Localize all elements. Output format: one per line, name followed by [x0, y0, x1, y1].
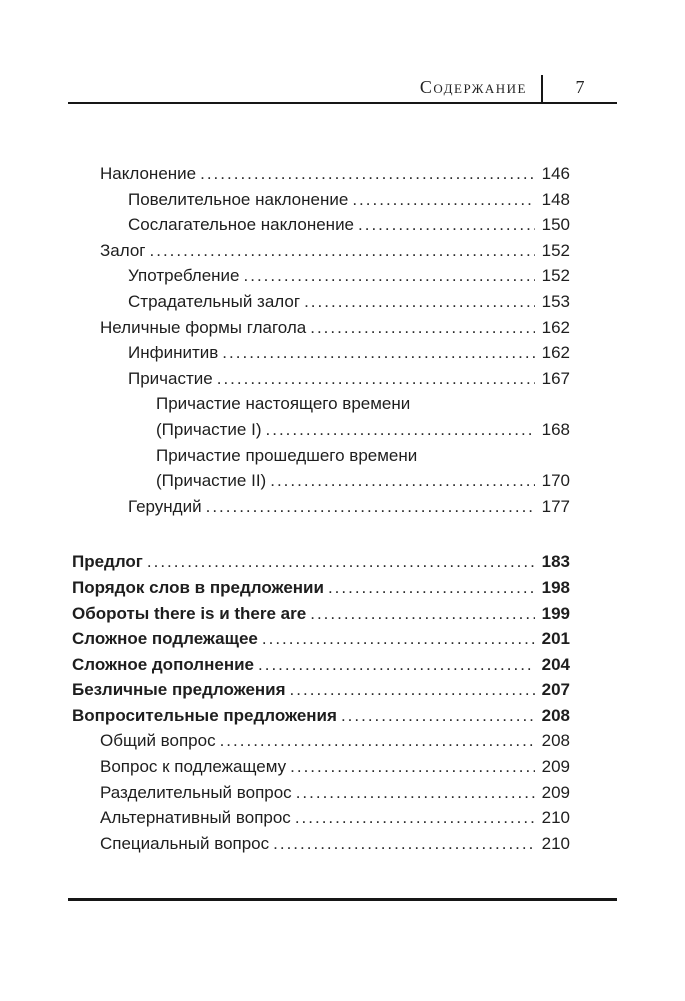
toc-leader-dots: [220, 728, 535, 754]
toc-entry: [72, 494, 570, 520]
toc-entry-label: Инфинитив: [128, 343, 219, 363]
toc-entry: [72, 703, 570, 729]
toc-entry-label: Разделительный вопрос: [100, 782, 292, 802]
toc-entry: [72, 238, 570, 264]
table-of-contents: [72, 161, 570, 856]
toc-entry-page: 162: [541, 317, 570, 337]
header-page-number: 7: [575, 77, 585, 97]
toc-leader-dots: [352, 187, 535, 213]
toc-leader-dots: [150, 238, 536, 264]
toc-leader-dots: [200, 161, 535, 187]
toc-entry: [72, 805, 570, 831]
toc-entry-label: Страдательный залог: [128, 291, 301, 311]
toc-entry-label: Причастие прошедшего времени: [156, 445, 418, 465]
toc-entry-label: Неличные формы глагола: [100, 317, 307, 337]
toc-entry-label: Сложное подлежащее: [72, 629, 258, 649]
toc-entry-page: 209: [541, 757, 570, 777]
toc-entry: [72, 549, 570, 575]
toc-entry-label: Альтернативный вопрос: [100, 808, 291, 828]
toc-entry-page: 204: [541, 654, 570, 674]
toc-entry: [72, 652, 570, 678]
toc-leader-dots: [295, 805, 535, 831]
toc-entry-label: Причастие: [128, 368, 213, 388]
toc-entry-label: Употребление: [128, 266, 240, 286]
toc-entry: [72, 187, 570, 213]
toc-leader-dots: [310, 315, 535, 341]
toc-leader-dots: [341, 703, 535, 729]
toc-entry: [72, 443, 570, 469]
toc-entry-label: Повелительное наклонение: [128, 189, 349, 209]
toc-entry: [72, 601, 570, 627]
toc-leader-dots: [273, 831, 535, 857]
toc-entry-page: 162: [541, 343, 570, 363]
toc-leader-dots: [290, 677, 535, 703]
toc-entry-label: Обороты there is и there are: [72, 603, 307, 623]
toc-entry: [72, 728, 570, 754]
toc-entry: [72, 417, 570, 443]
toc-entry-label: Порядок слов в предложении: [72, 577, 324, 597]
toc-entry-page: 183: [541, 552, 570, 572]
toc-entry-label: Безличные предложения: [72, 680, 286, 700]
toc-leader-dots: [262, 626, 535, 652]
toc-entry-page: 152: [541, 266, 570, 286]
toc-entry-page: 153: [541, 291, 570, 311]
toc-leader-dots: [206, 494, 535, 520]
toc-entry-label: Залог: [100, 240, 146, 260]
toc-leader-dots: [310, 601, 535, 627]
toc-entry-page: 177: [541, 496, 570, 516]
toc-entry: [72, 575, 570, 601]
bottom-rule: [68, 898, 617, 901]
toc-entry-page: 152: [541, 240, 570, 260]
toc-leader-dots: [147, 549, 535, 575]
toc-entry: [72, 831, 570, 857]
toc-leader-dots: [217, 366, 535, 392]
toc-entry-page: 210: [541, 833, 570, 853]
toc-entry-label: Сослагательное наклонение: [128, 215, 355, 235]
toc-entry: [72, 340, 570, 366]
toc-entry: [72, 212, 570, 238]
toc-entry-label: Причастие настоящего времени: [156, 394, 411, 414]
toc-leader-dots: [290, 754, 535, 780]
toc-entry: [72, 161, 570, 187]
toc-entry-page: 210: [541, 808, 570, 828]
toc-entry-label: Герундий: [128, 496, 202, 516]
toc-entry-label: (Причастие I): [156, 419, 262, 439]
toc-entry-page: 170: [541, 471, 570, 491]
toc-entry-page: 209: [541, 782, 570, 802]
page-header: [68, 0, 617, 104]
toc-entry: [72, 626, 570, 652]
toc-leader-dots: [296, 780, 535, 806]
toc-entry: [72, 677, 570, 703]
toc-entry-label: Специальный вопрос: [100, 833, 270, 853]
toc-entry-page: 207: [541, 680, 570, 700]
toc-entry: [72, 754, 570, 780]
header-title: Содержание: [419, 77, 527, 97]
toc-entry-page: 208: [541, 705, 570, 725]
toc-entry-label: (Причастие II): [156, 471, 267, 491]
toc-entry-page: 198: [541, 577, 570, 597]
toc-leader-dots: [258, 652, 535, 678]
toc-leader-dots: [266, 417, 536, 443]
toc-entry-label: Вопрос к подлежащему: [100, 757, 287, 777]
toc-entry-page: 208: [541, 731, 570, 751]
toc-entry-label: Сложное дополнение: [72, 654, 254, 674]
toc-entry-page: 201: [541, 629, 570, 649]
toc-entry-label: Общий вопрос: [100, 731, 216, 751]
toc-leader-dots: [328, 575, 535, 601]
toc-entry-label: Предлог: [72, 552, 143, 572]
toc-entry: [72, 780, 570, 806]
toc-entry: [72, 468, 570, 494]
toc-leader-dots: [222, 340, 535, 366]
toc-entry: [72, 289, 570, 315]
toc-leader-dots: [270, 468, 535, 494]
toc-entry-page: 168: [541, 419, 570, 439]
toc-entry: [72, 391, 570, 417]
toc-entry-page: 150: [541, 215, 570, 235]
toc-entry: [72, 315, 570, 341]
toc-entry-page: 199: [541, 603, 570, 623]
toc-entry-page: 148: [541, 189, 570, 209]
toc-entry-page: 146: [541, 164, 570, 183]
toc-leader-dots: [304, 289, 535, 315]
toc-entry-page: 167: [541, 368, 570, 388]
toc-entry-label: Наклонение: [100, 164, 197, 183]
toc-leader-dots: [244, 263, 535, 289]
toc-leader-dots: [358, 212, 535, 238]
toc-entry-label: Вопросительные предложения: [72, 705, 337, 725]
toc-entry: [72, 366, 570, 392]
toc-entry: [72, 263, 570, 289]
